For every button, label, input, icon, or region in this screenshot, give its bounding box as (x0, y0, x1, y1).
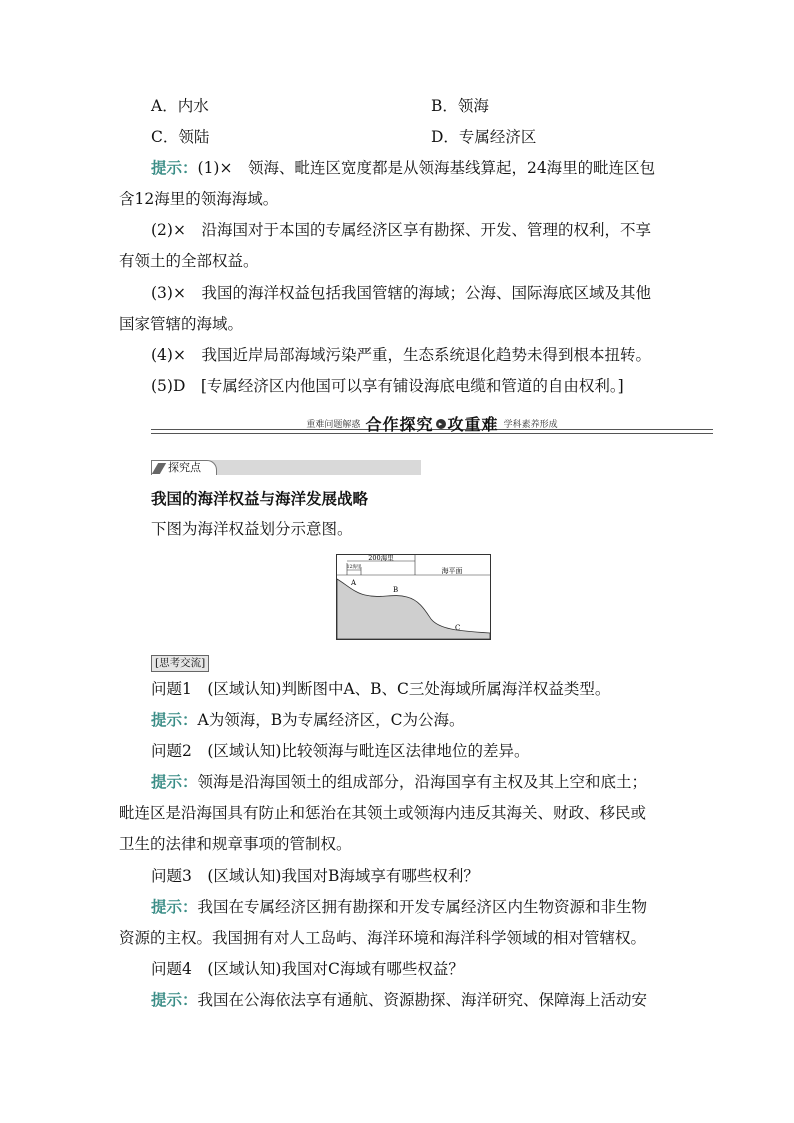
hint-label: 提示： (151, 158, 198, 177)
hint-2: (2)× 沿海国对于本国的专属经济区享有勘探、开发、管理的权利，不享 (151, 221, 651, 239)
hint-label: 提示： (151, 897, 198, 916)
banner-right: 学科素养形成 (503, 420, 558, 430)
maritime-diagram (337, 555, 490, 639)
label-sea-level: 海平面 (441, 567, 463, 575)
hint-2-cont: 有领土的全部权益。 (119, 252, 259, 270)
answer-1-text: A为领海，B为专属经济区，C为公海。 (197, 711, 465, 729)
hint-4: (4)× 我国近岸局部海域污染严重，生态系统退化趋势未得到根本扭转。 (151, 346, 651, 364)
tab-slash-icon (152, 463, 166, 474)
question-1: 问题1 (区域认知)判断图中A、B、C三处海域所属海洋权益类型。 (151, 680, 611, 698)
answer-4 (151, 990, 647, 1010)
hint-3-cont: 国家管辖的海域。 (119, 315, 244, 333)
answer-1 (151, 710, 464, 730)
banner-title-a: 合作探究 (365, 415, 434, 434)
option-c: C．领陆 (151, 128, 210, 146)
label-12-nm: 12海里 (346, 565, 362, 570)
maritime-rights-figure (336, 554, 491, 640)
hint-label: 提示： (151, 990, 198, 1009)
section-banner (151, 410, 713, 436)
label-b: B (393, 586, 399, 594)
hint-1-text: (1)× 领海、毗连区宽度都是从领海基线算起，24海里的毗连区包 (197, 159, 656, 177)
question-2: 问题2 (区域认知)比较领海与毗连区法律地位的差异。 (151, 742, 530, 760)
hint-label: 提示： (151, 710, 198, 729)
banner-arrow-icon: ▸ (436, 419, 446, 429)
question-3: 问题3 (区域认知)我国对B海域享有哪些权利？ (151, 867, 479, 885)
answer-3 (151, 897, 647, 917)
banner-title-b: 攻重难 (447, 415, 499, 434)
section-title: 我国的海洋权益与海洋发展战略 (151, 489, 369, 508)
label-200-nm: 200海里 (368, 555, 394, 562)
banner-left: 重难问题解惑 (306, 420, 361, 430)
section-intro: 下图为海洋权益划分示意图。 (151, 520, 353, 538)
option-b: B．领海 (431, 97, 489, 115)
hint-3: (3)× 我国的海洋权益包括我国管辖的海域；公海、国际海底区域及其他 (151, 284, 651, 302)
explore-tab-bar (151, 460, 421, 475)
answer-2-line-2: 毗连区是沿海国具有防止和惩治在其领土或领海内违反其海关、财政、移民或 (119, 804, 647, 822)
seabed-profile (337, 579, 490, 639)
answer-2-text: 领海是沿海国领土的组成部分，沿海国享有主权及其上空和底土； (197, 773, 648, 791)
answer-3-text: 我国在专属经济区拥有勘探和开发专属经济区内生物资源和非生物 (197, 898, 648, 916)
hint-1-cont: 含12海里的领海海域。 (119, 190, 279, 208)
label-c: C (455, 624, 461, 632)
label-a: A (351, 579, 357, 587)
banner-text (151, 412, 713, 435)
answer-3-line-2: 资源的主权。我国拥有对人工岛屿、海洋环境和海洋科学领域的相对管辖权。 (119, 929, 647, 947)
option-d: D．专属经济区 (431, 128, 537, 146)
think-exchange-label: [思考交流] (151, 655, 209, 672)
hint-1 (151, 158, 655, 178)
hint-label: 提示： (151, 772, 198, 791)
hint-5: (5)D [专属经济区内他国可以享有铺设海底电缆和管道的自由权利。] (151, 377, 624, 395)
answer-2 (151, 772, 647, 792)
explore-tab (151, 460, 217, 475)
question-4: 问题4 (区域认知)我国对C海域有哪些权益？ (151, 960, 464, 978)
option-a: A．内水 (151, 97, 209, 115)
explore-tab-label: 探究点 (168, 461, 201, 474)
answer-2-line-3: 卫生的法律和规章事项的管制权。 (119, 835, 352, 853)
answer-4-text: 我国在公海依法享有通航、资源勘探、海洋研究、保障海上活动安 (197, 991, 648, 1009)
